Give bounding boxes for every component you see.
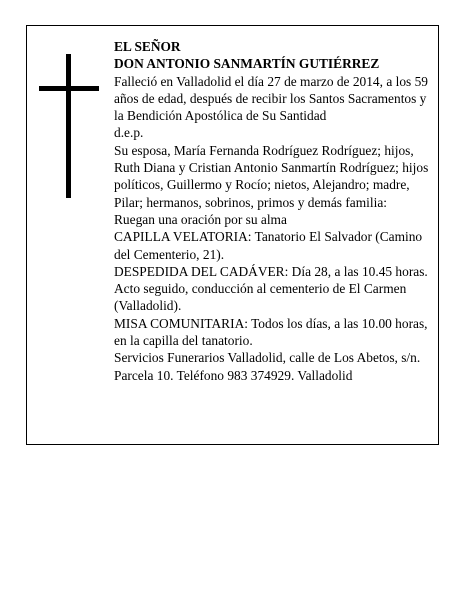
chapel-info: CAPILLA VELATORIA: Tanatorio El Salvador (Camino del Cementerio, 21).: [114, 229, 423, 262]
prayer-line: Ruegan una oración por su alma: [114, 211, 287, 227]
farewell-info: DESPEDIDA DEL CADÁVER: Día 28, a las 10.45 horas. Acto seguido, conducción al cementerio de El Carmen (Valladolid).: [114, 263, 428, 314]
rip-line: d.e.p.: [114, 125, 144, 141]
death-statement: Falleció en Valladolid el día 27 de marzo de 2014, a los 59 años de edad, después de recibir los Santos Sacramentos y la Bendición Apostólica de Su Santidad: [114, 73, 428, 124]
mass-info: MISA COMUNITARIA: Todos los días, a las 10.00 horas, en la capilla del tanatorio.: [114, 315, 428, 349]
family-statement: Su esposa, María Fernanda Rodríguez Rodríguez; hijos, Ruth Diana y Cristian Antonio Sanmartín Rodríguez; hijos políticos, Guillermo y Rocío; nietos, Alejandro; madre, Pilar; hermanos, sobrinos, primos y demás familia:: [114, 142, 429, 210]
notice-heading: EL SEÑOR: [114, 39, 181, 54]
notice-text: [114, 38, 434, 384]
obituary-notice: [26, 25, 439, 445]
funeral-services-info: Servicios Funerarios Valladolid, calle de Los Abetos, s/n. Parcela 10. Teléfono 983 374929. Valladolid: [114, 350, 421, 383]
cross-horizontal-bar: [39, 86, 99, 91]
cross-icon: [39, 54, 99, 198]
cross-vertical-bar: [66, 54, 71, 198]
deceased-name: DON ANTONIO SANMARTÍN GUTIÉRREZ: [114, 56, 380, 72]
